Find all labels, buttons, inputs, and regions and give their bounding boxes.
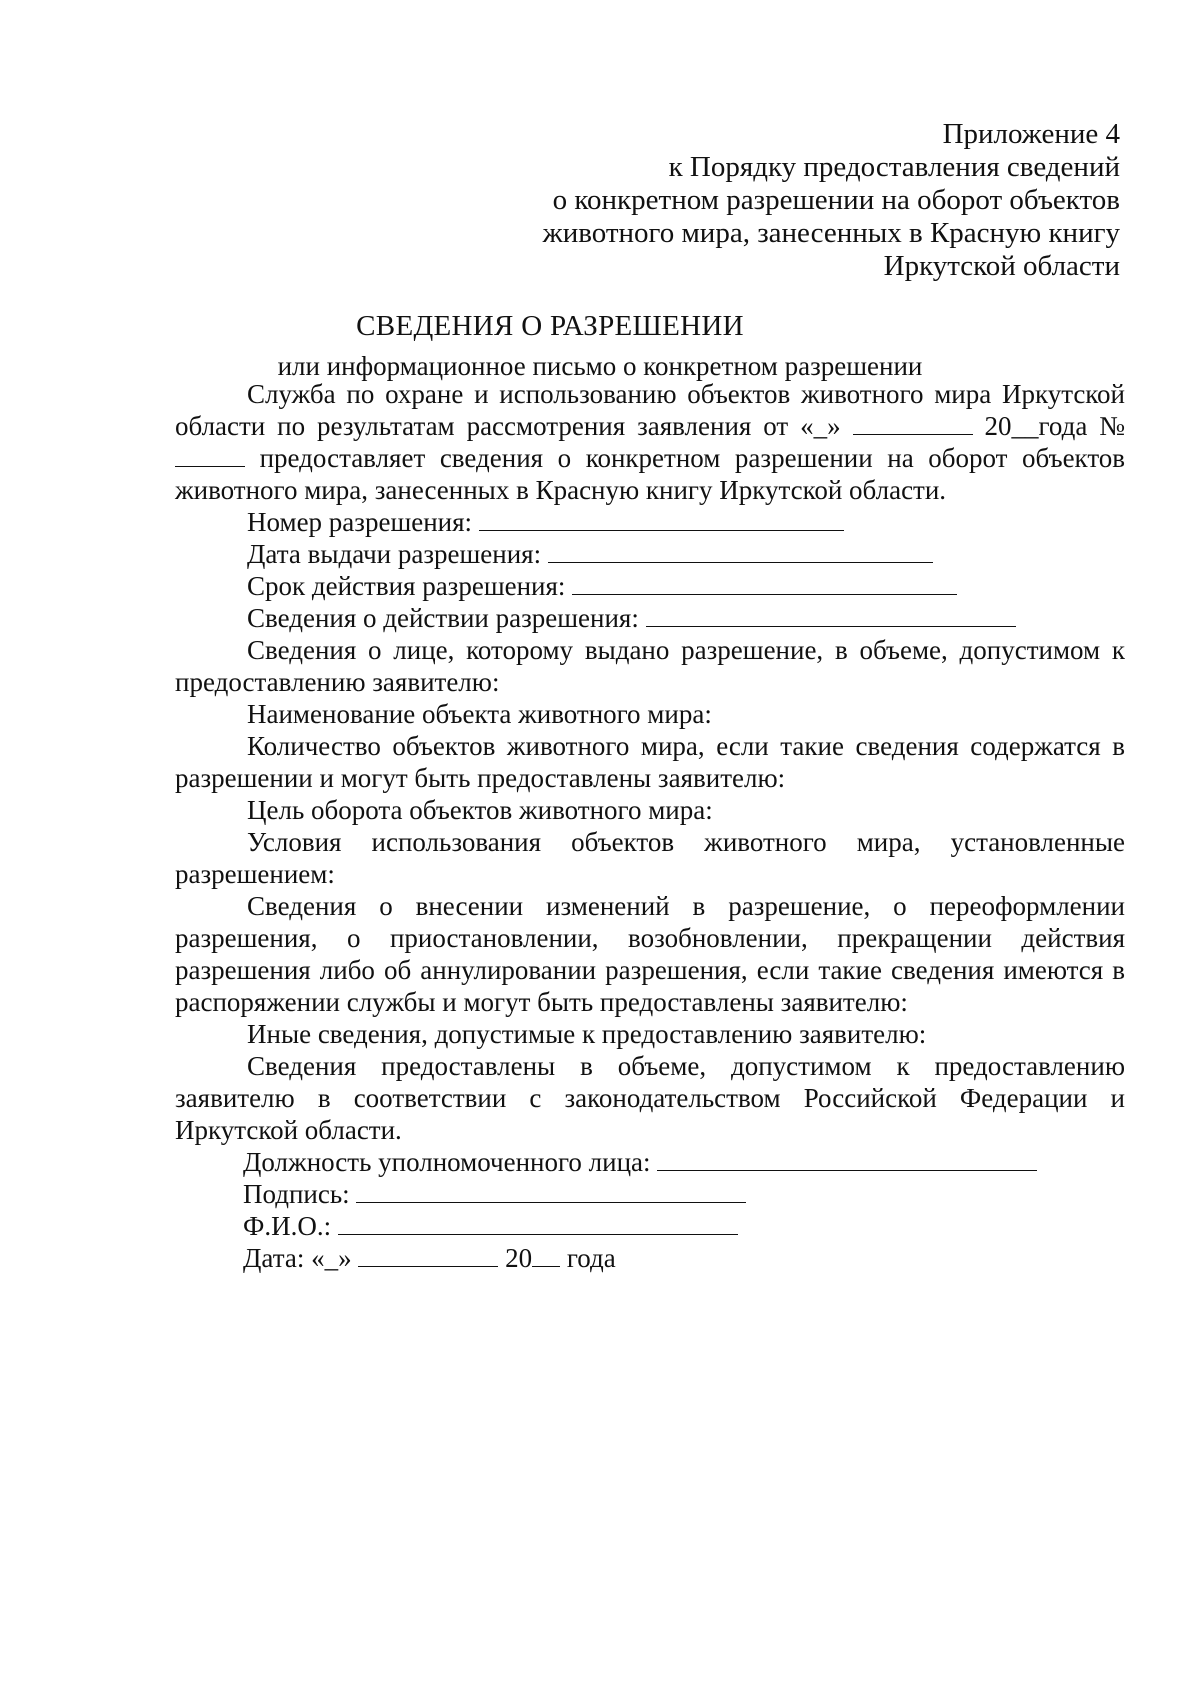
permit-number-field [175,506,1125,538]
document-body [175,378,1125,1274]
intro-part1: Служба по охране и использованию объектов животного мира Иркутской области по результатам рассмотрения заявления от «_» [175,379,1125,441]
object-name-paragraph: Наименование объекта животного мира: [247,699,712,729]
document-subtitle: или информационное письмо о конкретном разрешении [277,351,923,381]
sign-line [356,1180,746,1203]
changes-paragraph: Сведения о внесении изменений в разрешение, о переоформлении разрешения, о приостановлении, возобновлении, прекращении действия разрешения либо об аннулировании разрешения, если такие сведения имеются в распоряжении службы и могут быть предоставлены заявителю: [175,891,1125,1017]
appendix-line: Иркутской области [883,250,1120,282]
date-year: 20 [505,1243,533,1273]
fio-label: Ф.И.О.: [243,1211,332,1241]
conditions-paragraph: Условия использования объектов животного мира, установленные разрешением: [175,827,1125,889]
fio-field [175,1210,1125,1242]
issue-date-label: Дата выдачи разрешения: [247,539,542,569]
position-line [657,1148,1037,1171]
sign-field [175,1178,1125,1210]
appendix-line: о конкретном разрешении на оборот объектов [552,184,1120,216]
quantity-paragraph: Количество объектов животного мира, если такие сведения содержатся в разрешении и могут быть предоставлены заявителю: [175,731,1125,793]
disclaimer-paragraph: Сведения предоставлены в объеме, допустимом к предоставлению заявителю в соответствии с законодательством Российской Федерации и Иркутской области. [175,1051,1125,1145]
appendix-line: Приложение 4 [942,118,1120,150]
issue-date-field [175,538,1125,570]
status-label: Сведения о действии разрешения: [247,603,639,633]
intro-part2: 20__года № [984,411,1125,441]
date-prefix: Дата: «_» [243,1243,352,1273]
position-label: Должность уполномоченного лица: [243,1147,651,1177]
permit-number-label: Номер разрешения: [247,507,473,537]
appendix-header [420,118,1120,283]
document-title: СВЕДЕНИЯ О РАЗРЕШЕНИИ [356,310,744,342]
date-suffix: года [566,1243,616,1273]
status-field [175,602,1125,634]
year-line [532,1244,560,1267]
issue-date-line [548,540,933,563]
validity-label: Срок действия разрешения: [247,571,566,601]
appendix-line: животного мира, занесенных в Красную книгу [542,217,1120,249]
status-line [646,604,1016,627]
sign-label: Подпись: [243,1179,350,1209]
fio-line [338,1212,738,1235]
date-field [175,1242,1125,1274]
date-fill-line [853,412,973,435]
date-line [358,1244,498,1267]
validity-field [175,570,1125,602]
position-field [175,1146,1125,1178]
number-fill-line [175,444,245,467]
intro-part3: предоставляет сведения о конкретном разрешении на оборот объектов животного мира, занесенных в Красную книгу Иркутской области. [175,443,1126,505]
holder-paragraph: Сведения о лице, которому выдано разрешение, в объеме, допустимом к предоставлению заявителю: [175,635,1125,697]
appendix-line: к Порядку предоставления сведений [668,151,1120,183]
other-paragraph: Иные сведения, допустимые к предоставлению заявителю: [247,1019,927,1049]
signature-block [175,1146,1125,1274]
permit-number-line [479,508,844,531]
intro-paragraph [175,378,1125,506]
purpose-paragraph: Цель оборота объектов животного мира: [247,795,713,825]
validity-line [572,572,957,595]
permit-fields [175,506,1125,634]
